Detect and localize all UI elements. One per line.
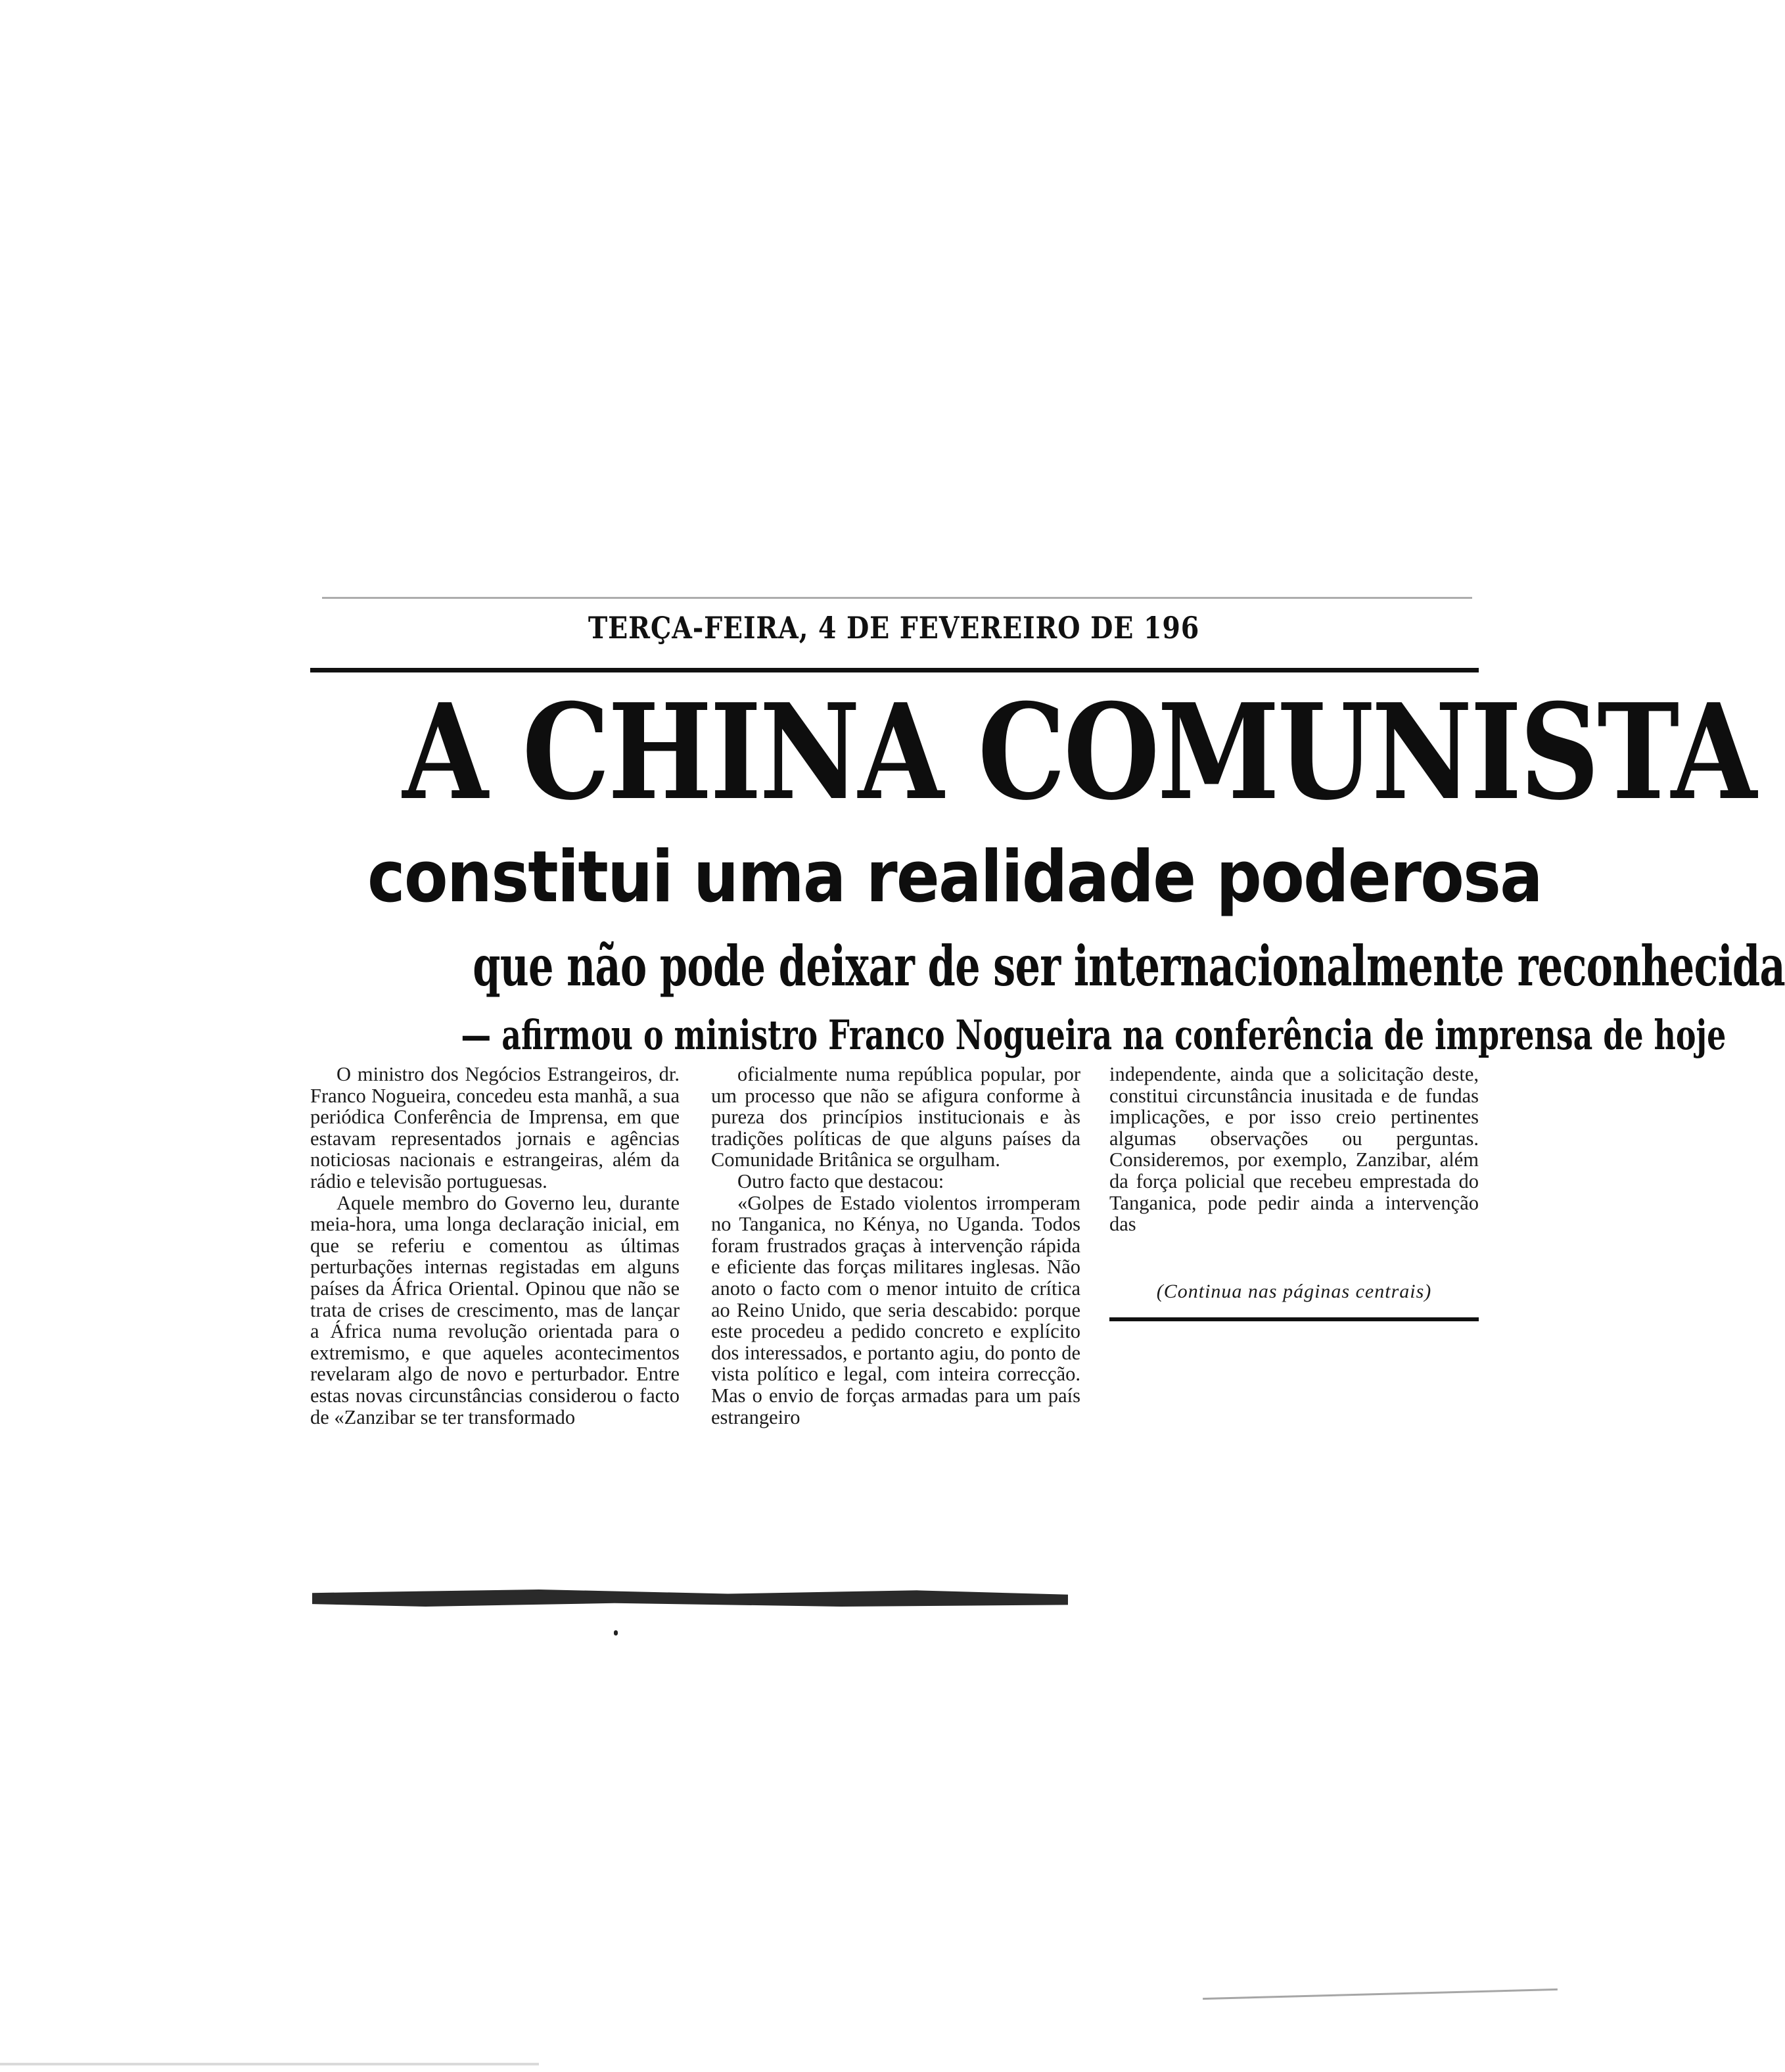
column-1-paragraph-2: Aquele membro do Governo leu, durante meia-hora, uma longa declaração inicial, em que se referiu e comentou as últimas perturbações internas registadas em alguns países da África Oriental. Opinou que não se trata de crises de crescimento, mas de lançar a África numa revolução orientada para o extremismo, e que aqueles acontecimentos revelaram algo de novo e perturbador. Entre estas novas circunstâncias considerou o facto de «Zanzibar se ter transformado [310,1191,680,1428]
column-3-paragraph-1: independente, ainda que a solicitação deste, constitui circunstância inusitada e de fundas implicações, e por isso creio pertinentes algumas observações ou perguntas. Consideremos, por exemplo, Zanzibar, além da força policial que recebeu emprestada do Tanganica, pode pedir ainda a intervenção das [1109,1063,1479,1236]
column-2-paragraph-1: oficialmente numa república popular, por um processo que não se afigura conforme à pureza dos princípios institucionais e às tradições políticas de que alguns países da Comunidade Britânica se orgulham. [711,1063,1080,1171]
column-3-end-rule [1109,1317,1479,1321]
headline-subtitle: constitui uma realidade poderosa [367,836,1542,918]
scan-artifact-bottom-left [0,2063,539,2065]
article-column-1 [310,1064,680,1428]
article-column-3 [1109,1064,1479,1235]
headline-main: A CHINA COMUNISTA [402,675,1755,830]
scan-artifact-top [322,597,1472,599]
stray-ink-dot [614,1630,618,1636]
headline-attribution: — afirmou o ministro Franco Nogueira na conferência de imprensa de hoje [461,1011,1727,1059]
column-2-paragraph-2: Outro facto que destacou: [737,1169,944,1192]
column-1-paragraph-1: O ministro dos Negócios Estrangeiros, dr. Franco Nogueira, concedeu esta manhã, a sua periódica Conferência de Imprensa, em que estavam representados jornais e agências noticiosas nacionais e estrangeiras, além da rádio e televisão portuguesas. [310,1063,680,1192]
scan-artifact-bottom-right [1203,1989,1558,2000]
clipping-bottom-smudge [312,1589,1068,1607]
column-2-paragraph-3: «Golpes de Estado violentos irromperam no Tanganica, no Kénya, no Uganda. Todos foram frustrados graças à intervenção rápida e eficiente das forças militares inglesas. Não anoto o facto com o menor intuito de crítica ao Reino Unido, que seria descabido: porque este procedeu a pedido concreto e explícito dos interessados, e portanto agiu, do ponto de vista político e legal, com inteira correcção. Mas o envio de forças armadas para um país estrangeiro [711,1191,1080,1428]
article-column-2 [711,1064,1080,1428]
continuation-note: (Continua nas páginas centrais) [1156,1281,1432,1302]
headline-top-rule [310,668,1479,672]
dateline: TERÇA-FEIRA, 4 DE FEVEREIRO DE 196 [588,610,1200,646]
headline-deck: que não pode deixar de ser internacionalmente reconhecida [473,933,1785,999]
